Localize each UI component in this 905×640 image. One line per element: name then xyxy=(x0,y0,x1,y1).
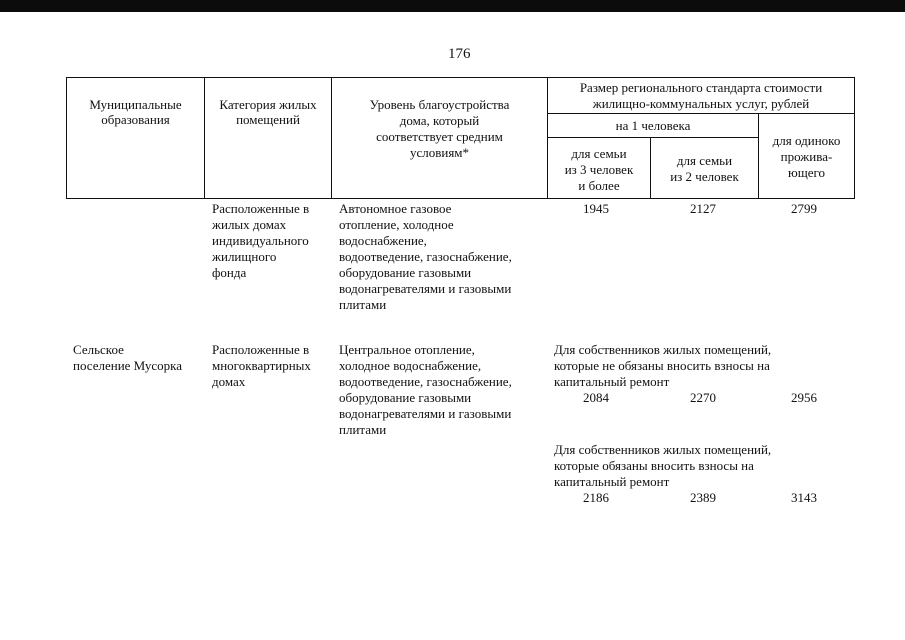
value-family3: 2186 xyxy=(583,490,609,505)
value-family2: 2270 xyxy=(690,390,716,405)
value-family2: 2389 xyxy=(690,490,716,505)
value-single: 3143 xyxy=(791,490,817,505)
scan-border xyxy=(0,0,905,12)
value-single: 2799 xyxy=(791,201,817,216)
value-family2: 2127 xyxy=(690,201,716,216)
value-family3: 2084 xyxy=(583,390,609,405)
value-family3: 1945 xyxy=(583,201,609,216)
header-per-person: на 1 человека xyxy=(615,118,691,133)
value-single: 2956 xyxy=(791,390,817,405)
page-number: 176 xyxy=(448,46,471,62)
